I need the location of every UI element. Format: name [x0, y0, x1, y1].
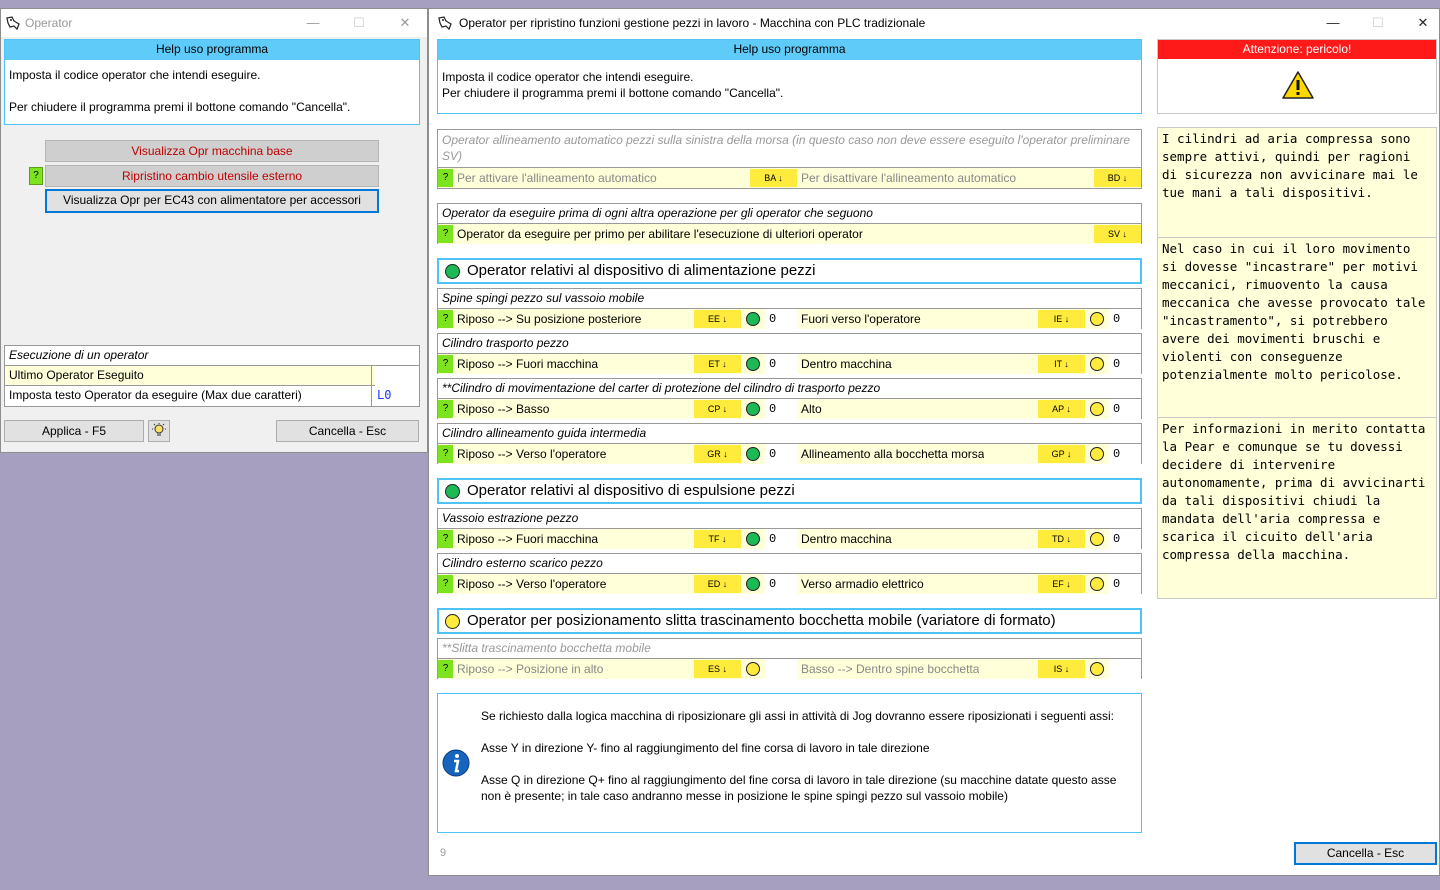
- right-code-button[interactable]: IT ↓: [1038, 355, 1085, 373]
- section-slitta-title: Operator per posizionamento slitta trascinamento bocchetta mobile (variatore di formato): [467, 612, 1056, 629]
- right-value: 0: [1109, 399, 1141, 419]
- allineamento-group: [437, 129, 1142, 189]
- help-q-button[interactable]: ?: [438, 310, 453, 328]
- green-face-icon: [445, 264, 460, 279]
- left-action-label[interactable]: Riposo --> Fuori macchina: [457, 357, 599, 371]
- group-row: [438, 444, 1141, 464]
- left-action-label[interactable]: Riposo --> Verso l'operatore: [457, 577, 607, 591]
- maximize-icon[interactable]: ☐: [353, 15, 365, 30]
- right-action-label[interactable]: Dentro macchina: [801, 357, 892, 371]
- yellow-face-icon: [1090, 402, 1104, 416]
- group-row: [438, 659, 1141, 679]
- exec-header: Esecuzione di un operator: [5, 346, 419, 366]
- app-icon: [437, 15, 453, 31]
- main-help-line-2: Per chiudere il programma premi il bottone comando "Cancella".: [442, 86, 784, 100]
- left-value: 0: [765, 399, 797, 419]
- main-help-box: [437, 39, 1142, 114]
- bd-code-button[interactable]: BD ↓: [1094, 169, 1141, 187]
- set-operator-label: Imposta testo Operator da eseguire (Max due caratteri): [9, 388, 302, 402]
- apply-button[interactable]: Applica - F5: [4, 420, 144, 442]
- right-code-button[interactable]: TD ↓: [1038, 530, 1085, 548]
- help-q-button[interactable]: ?: [29, 167, 43, 185]
- warning-header: Attenzione: pericolo!: [1158, 40, 1436, 59]
- section-slitta: [437, 608, 1142, 634]
- minimize-icon[interactable]: —: [1326, 15, 1340, 30]
- main-title-bar: [429, 9, 1439, 37]
- group-header: **Slitta trascinamento bocchetta mobile: [438, 639, 1141, 659]
- last-operator-label: Ultimo Operator Eseguito: [9, 368, 144, 382]
- operator-group: [437, 638, 1142, 679]
- main-help-line-1: Imposta il codice operator che intendi eseguire.: [442, 70, 694, 84]
- help-header: Help uso programma: [5, 40, 419, 60]
- left-code-button[interactable]: ET ↓: [694, 355, 741, 373]
- left-value: 0: [765, 529, 797, 549]
- exec-table: [4, 345, 420, 407]
- app-icon: [5, 15, 21, 31]
- group-row: [438, 399, 1141, 419]
- group-row: [438, 354, 1141, 374]
- green-face-icon: [746, 312, 760, 326]
- left-action-label[interactable]: Riposo --> Verso l'operatore: [457, 447, 607, 461]
- group-header: Cilindro trasporto pezzo: [438, 334, 1141, 354]
- yellow-face-icon: [1090, 532, 1104, 546]
- left-action-label[interactable]: Riposo --> Su posizione posteriore: [457, 312, 642, 326]
- lightbulb-button[interactable]: [148, 420, 170, 442]
- preliminare-header: Operator da eseguire prima di ogni altra operazione per gli operator che seguono: [438, 204, 1141, 224]
- green-face-icon: [746, 577, 760, 591]
- left-action-label[interactable]: Riposo --> Fuori macchina: [457, 532, 599, 546]
- group-header: Spine spingi pezzo sul vassoio mobile: [438, 289, 1141, 309]
- operator-group: [437, 423, 1142, 464]
- group-row: [438, 574, 1141, 594]
- help-q-button[interactable]: ?: [438, 660, 453, 678]
- right-code-button[interactable]: IS ↓: [1038, 660, 1085, 678]
- green-face-icon: [746, 532, 760, 546]
- right-value: 0: [1109, 354, 1141, 374]
- right-code-button[interactable]: EF ↓: [1038, 575, 1085, 593]
- group-header: Cilindro esterno scarico pezzo: [438, 554, 1141, 574]
- left-action-label[interactable]: Riposo --> Basso: [457, 402, 550, 416]
- left-value: 0: [765, 354, 797, 374]
- section-alimentazione: [437, 258, 1142, 284]
- operator-group: [437, 508, 1142, 549]
- sv-label[interactable]: Operator da eseguire per primo per abilitare l'esecuzione di ulteriori operator: [457, 227, 863, 241]
- allineamento-header: Operator allineamento automatico pezzi sulla sinistra della morsa (in questo caso non deve essere eseguito l'operator preliminare SV): [438, 130, 1141, 168]
- green-face-icon: [746, 447, 760, 461]
- operator-window: [0, 8, 428, 453]
- green-face-icon: [746, 357, 760, 371]
- info-text-3: Asse Q in direzione Q+ fino al raggiungimento del fine corsa di lavoro in tale direzione (su macchine datate questo asse non è presente; in tale caso andranno messe in posizione le spine spingi pezzo sul vassoio mobile): [481, 773, 1117, 803]
- last-operator-row: [5, 366, 419, 386]
- yellow-face-icon: [1090, 357, 1104, 371]
- left-code-button[interactable]: ED ↓: [694, 575, 741, 593]
- help-q-button[interactable]: ?: [438, 445, 453, 463]
- right-action-label[interactable]: Allineamento alla bocchetta morsa: [801, 447, 985, 461]
- cancel-button[interactable]: Cancella - Esc: [276, 420, 419, 442]
- help-line-1: Imposta il codice operator che intendi eseguire.: [9, 68, 261, 82]
- operator-group: [437, 333, 1142, 374]
- client-area: [1, 37, 427, 452]
- group-header: **Cilindro di movimentazione del carter di protezione del cilindro di trasporto pezzo: [438, 379, 1141, 399]
- right-action-label[interactable]: Alto: [801, 402, 822, 416]
- set-operator-row: [5, 386, 419, 406]
- right-code-button[interactable]: GP ↓: [1038, 445, 1085, 463]
- close-icon[interactable]: ✕: [1417, 15, 1429, 30]
- last-operator-value: [375, 366, 419, 386]
- warning-text-2: Nel caso in cui il loro movimento si dovesse "incastrare" per motivi meccanici, rimuovento la causa meccanica che avesse provocato tale "incastramento", si potrebbero avere dei movimenti bruschi e violenti con conseguenze potenzialmente molto pericolose.: [1157, 238, 1437, 418]
- right-value: [1109, 659, 1141, 679]
- main-cancel-button[interactable]: Cancella - Esc: [1294, 842, 1437, 865]
- yellow-face-icon: [445, 614, 460, 629]
- green-face-icon: [445, 484, 460, 499]
- green-face-icon: [746, 402, 760, 416]
- attiva-allineamento-label[interactable]: Per attivare l'allineamento automatico: [457, 171, 657, 185]
- right-action-label[interactable]: Verso armadio elettrico: [801, 577, 924, 591]
- title-bar: [1, 9, 427, 37]
- left-code-button[interactable]: EE ↓: [694, 310, 741, 328]
- left-value: [765, 659, 797, 679]
- info-box: [437, 693, 1142, 833]
- section-espulsione-title: Operator relativi al dispositivo di espulsione pezzi: [467, 482, 795, 499]
- left-code-button[interactable]: GR ↓: [694, 445, 741, 463]
- preliminare-row: [438, 224, 1141, 244]
- section-espulsione: [437, 478, 1142, 504]
- operator-group: [437, 288, 1142, 329]
- help-box: [4, 39, 420, 125]
- window-title: Operator: [25, 16, 73, 30]
- yellow-face-icon: [1090, 577, 1104, 591]
- ripristino-button[interactable]: Ripristino cambio utensile esterno: [45, 165, 379, 187]
- yellow-face-icon: [1090, 447, 1104, 461]
- left-code-button[interactable]: TF ↓: [694, 530, 741, 548]
- group-header: Cilindro allineamento guida intermedia: [438, 424, 1141, 444]
- left-value: 0: [765, 444, 797, 464]
- help-q-button[interactable]: ?: [438, 400, 453, 418]
- group-row: [438, 309, 1141, 329]
- help-q-button[interactable]: ?: [438, 575, 453, 593]
- right-code-button[interactable]: IE ↓: [1038, 310, 1085, 328]
- ba-code-button[interactable]: BA ↓: [750, 169, 797, 187]
- help-q-button[interactable]: ?: [438, 169, 453, 187]
- right-action-label[interactable]: Dentro macchina: [801, 532, 892, 546]
- left-value: 0: [765, 309, 797, 329]
- warning-icon: [1281, 70, 1315, 100]
- maximize-icon[interactable]: ☐: [1372, 15, 1384, 30]
- yellow-face-icon: [746, 662, 760, 676]
- help-line-2: Per chiudere il programma premi il bottone comando "Cancella".: [9, 100, 351, 114]
- operator-group: [437, 378, 1142, 419]
- warning-text-1: I cilindri ad aria compressa sono sempre attivi, quindi per ragioni di sicurezza non avvicinare mai le tue mani a tali dispositivi.: [1157, 127, 1437, 238]
- allineamento-row: [438, 168, 1141, 188]
- operator-group: [437, 553, 1142, 594]
- info-text-1: Se richiesto dalla logica macchina di riposizionare gli assi in attività di Jog dovranno essere riposizionati i seguenti assi:: [481, 709, 1114, 723]
- right-value: 0: [1109, 444, 1141, 464]
- right-value: 0: [1109, 529, 1141, 549]
- warning-text-3: Per informazioni in merito contatta la Pear e comunque se tu dovessi decidere di intervenire autonomamente, prima di avvicinarti da tali dispositivi chiudi la mandata dell'aria compressa e scarica il cicuito dell'aria compressa della macchina.: [1157, 418, 1437, 599]
- left-value: 0: [765, 574, 797, 594]
- set-operator-input[interactable]: L0: [377, 388, 392, 402]
- disattiva-allineamento-label[interactable]: Per disattivare l'allineamento automatico: [801, 171, 1017, 185]
- right-value: 0: [1109, 574, 1141, 594]
- help-q-button[interactable]: ?: [438, 225, 453, 243]
- right-action-label[interactable]: Basso --> Dentro spine bocchetta: [801, 662, 980, 676]
- page-number: 9: [440, 847, 447, 859]
- right-action-label[interactable]: Fuori verso l'operatore: [801, 312, 921, 326]
- minimize-icon[interactable]: —: [306, 15, 320, 30]
- left-action-label[interactable]: Riposo --> Posizione in alto: [457, 662, 604, 676]
- close-icon[interactable]: ✕: [399, 15, 411, 30]
- view-ec43-button[interactable]: Visualizza Opr per EC43 con alimentatore per accessori: [45, 189, 379, 213]
- main-window-title: Operator per ripristino funzioni gestione pezzi in lavoro - Macchina con PLC tradizionale: [459, 16, 926, 30]
- group-row: [438, 529, 1141, 549]
- help-q-button[interactable]: ?: [438, 530, 453, 548]
- right-code-button[interactable]: AP ↓: [1038, 400, 1085, 418]
- info-text-2: Asse Y in direzione Y- fino al raggiungimento del fine corsa di lavoro in tale direzione: [481, 741, 930, 755]
- info-icon: [442, 749, 470, 777]
- left-code-button[interactable]: ES ↓: [694, 660, 741, 678]
- left-code-button[interactable]: CP ↓: [694, 400, 741, 418]
- view-base-button[interactable]: Visualizza Opr macchina base: [45, 140, 379, 162]
- right-value: 0: [1109, 309, 1141, 329]
- lightbulb-icon: [152, 423, 166, 439]
- yellow-face-icon: [1090, 662, 1104, 676]
- section-alimentazione-title: Operator relativi al dispositivo di alimentazione pezzi: [467, 262, 816, 279]
- warning-box: [1157, 39, 1437, 114]
- main-help-header: Help uso programma: [438, 40, 1141, 60]
- group-header: Vassoio estrazione pezzo: [438, 509, 1141, 529]
- help-q-button[interactable]: ?: [438, 355, 453, 373]
- sv-code-button[interactable]: SV ↓: [1094, 225, 1141, 243]
- preliminare-group: [437, 203, 1142, 244]
- yellow-face-icon: [1090, 312, 1104, 326]
